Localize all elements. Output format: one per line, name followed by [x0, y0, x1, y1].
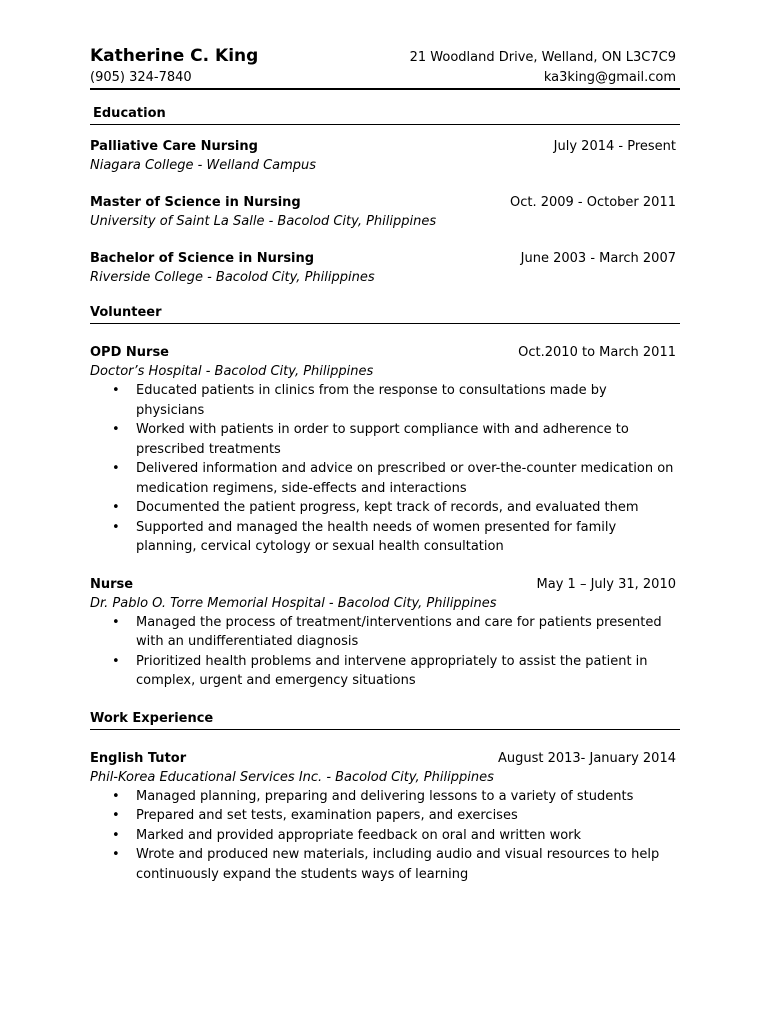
list-item — [90, 518, 680, 557]
bullet-list — [90, 613, 680, 691]
list-item-text: Prioritized health problems and intervene appropriately to assist the patient in complex, urgent and emergency situations — [136, 653, 648, 688]
list-item-text: Marked and provided appropriate feedback on oral and written work — [136, 827, 582, 843]
list-item-text: Documented the patient progress, kept track of records, and evaluated them — [136, 500, 639, 515]
list-item-text: Delivered information and advice on prescribed or over-the-counter medication on medication regimens, side-effects and interactions — [136, 461, 674, 496]
entry-org: Doctor’s Hospital - Bacolod City, Philippines — [90, 364, 374, 379]
bullet-icon: • — [112, 383, 120, 398]
header-bottom-row — [90, 70, 680, 85]
work-entry — [90, 749, 680, 885]
bullet-list — [90, 381, 680, 557]
entry-title: Palliative Care Nursing — [90, 139, 258, 154]
list-item-text: Supported and managed the health needs of women presented for family planning, cervical cytology or sexual health consultation — [136, 519, 617, 554]
list-item — [90, 787, 680, 807]
entry-title: OPD Nurse — [90, 345, 169, 360]
entry-title: English Tutor — [90, 750, 187, 766]
list-item — [90, 806, 680, 826]
section-title-education: Education — [93, 106, 166, 121]
applicant-email[interactable]: ka3king@gmail.com — [543, 70, 676, 85]
entry-title: Master of Science in Nursing — [90, 195, 301, 210]
bullet-icon: • — [112, 808, 120, 823]
education-entry — [90, 193, 680, 231]
list-item — [90, 652, 680, 691]
list-item-text: Managed planning, preparing and delivering lessons to a variety of students — [136, 788, 634, 804]
list-item-text: Prepared and set tests, examination papers, and exercises — [136, 808, 518, 823]
resume-page — [90, 46, 680, 884]
section-title-volunteer: Volunteer — [90, 305, 162, 320]
list-item — [90, 420, 680, 459]
list-item — [90, 459, 680, 498]
bullet-icon: • — [112, 827, 120, 843]
entry-date: August 2013- January 2014 — [497, 750, 676, 766]
entry-date: June 2003 - March 2007 — [520, 251, 676, 266]
bullet-icon: • — [112, 500, 120, 515]
entry-date: May 1 – July 31, 2010 — [536, 576, 676, 592]
entry-org: Phil-Korea Educational Services Inc. - Bacolod City, Philippines — [90, 769, 494, 785]
bullet-icon: • — [112, 422, 120, 437]
list-item-text: Wrote and produced new materials, including audio and visual resources to help continuously expand the students ways of learning — [136, 847, 660, 882]
applicant-address: 21 Woodland Drive, Welland, ON L3C7C9 — [409, 50, 676, 65]
entry-title: Bachelor of Science in Nursing — [90, 251, 315, 266]
entry-date: Oct. 2009 - October 2011 — [509, 195, 676, 210]
entry-org: Dr. Pablo O. Torre Memorial Hospital - Bacolod City, Philippines — [90, 595, 497, 611]
entry-org: Niagara College - Welland Campus — [90, 158, 317, 173]
applicant-name: Katherine C. King — [90, 46, 259, 66]
entry-org: University of Saint La Salle - Bacolod City, Philippines — [90, 214, 437, 229]
list-item-text: Managed the process of treatment/interventions and care for patients presented with an undifferentiated diagnosis — [136, 614, 662, 649]
bullet-icon: • — [112, 788, 120, 804]
header-top-row — [90, 46, 680, 66]
list-item — [90, 381, 680, 420]
list-item-text: Worked with patients in order to support compliance with and adherence to prescribed treatments — [136, 422, 629, 457]
list-item — [90, 613, 680, 652]
entry-org: Riverside College - Bacolod City, Philippines — [90, 270, 375, 285]
list-item — [90, 845, 680, 884]
list-item-text: Educated patients in clinics from the response to consultations made by physicians — [136, 383, 607, 418]
entry-date: July 2014 - Present — [553, 139, 676, 154]
list-item — [90, 498, 680, 518]
bullet-icon: • — [112, 461, 120, 476]
bullet-icon: • — [112, 519, 120, 535]
education-entry — [90, 137, 680, 175]
list-item — [90, 826, 680, 846]
section-title-work-experience: Work Experience — [90, 710, 214, 726]
bullet-icon: • — [112, 653, 120, 669]
entry-date: Oct.2010 to March 2011 — [518, 345, 676, 360]
bullet-icon: • — [112, 847, 120, 862]
applicant-phone: (905) 324-7840 — [90, 70, 192, 85]
bullet-list — [90, 787, 680, 885]
volunteer-entry — [90, 343, 680, 557]
bullet-icon: • — [112, 614, 120, 630]
education-entry — [90, 249, 680, 287]
volunteer-entry — [90, 575, 680, 691]
entry-title: Nurse — [90, 576, 134, 592]
